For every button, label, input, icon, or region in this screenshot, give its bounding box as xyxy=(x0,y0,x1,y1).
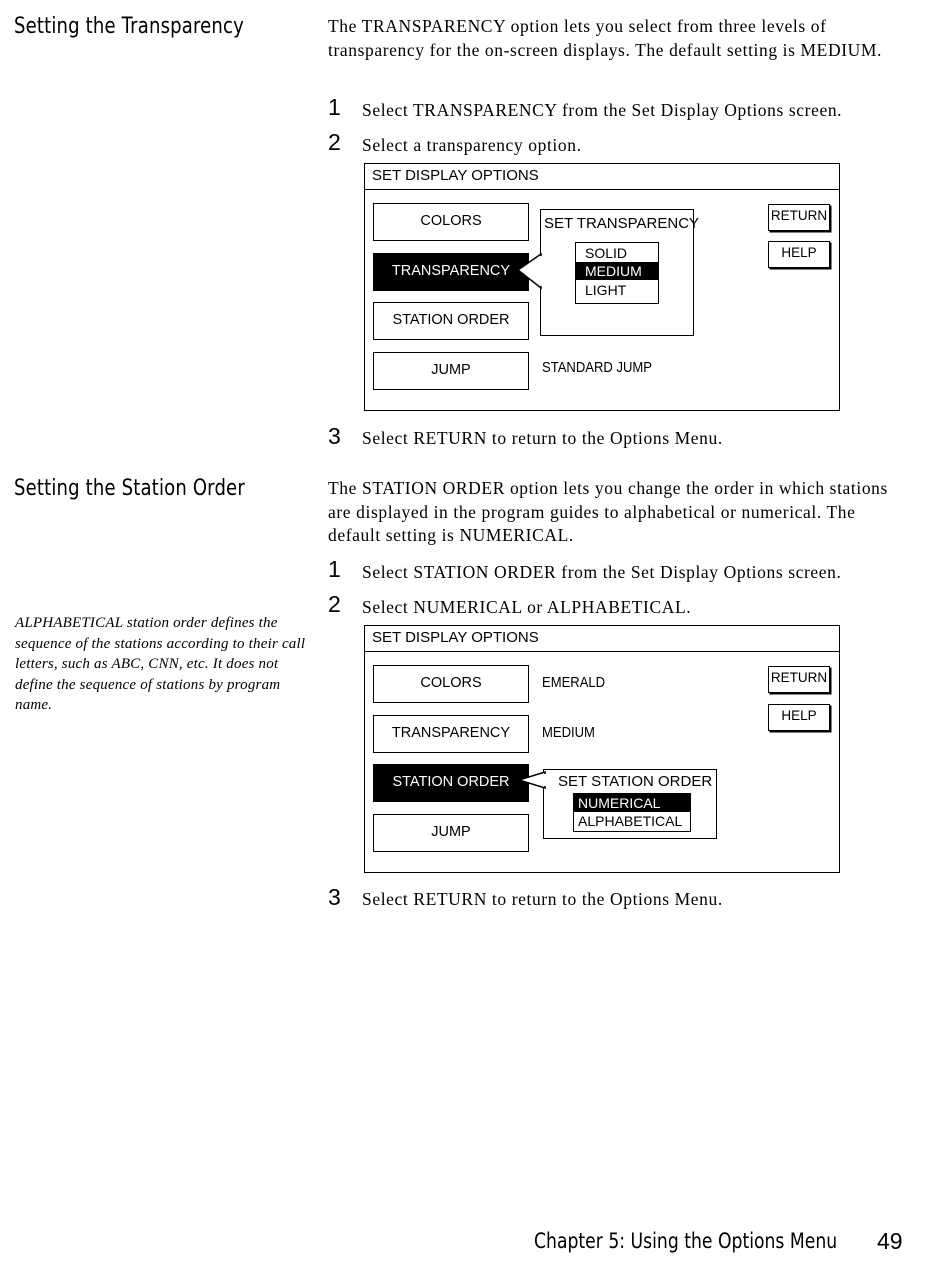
option-light[interactable]: LIGHT xyxy=(585,282,627,298)
help-button[interactable]: HELP xyxy=(768,704,830,731)
section-heading-station-order: Setting the Station Order xyxy=(14,476,245,501)
footer-chapter-title: Chapter 5: Using the Options Menu xyxy=(534,1229,838,1253)
step-text: Select TRANSPARENCY from the Set Display Options screen. xyxy=(362,100,843,120)
step-number: 3 xyxy=(328,884,341,910)
set-display-options-screen-station-order xyxy=(364,625,840,873)
colors-button[interactable]: COLORS xyxy=(373,665,529,703)
popup-pointer-icon xyxy=(517,770,547,792)
popup-pointer-icon xyxy=(515,252,543,292)
station-order-intro: The STATION ORDER option lets you change the order in which stations are displayed in the program guides to alphabetical or numerical. The default setting is NUMERICAL. xyxy=(328,478,888,545)
option-medium[interactable]: MEDIUM xyxy=(576,262,658,280)
transparency-button[interactable]: TRANSPARENCY xyxy=(373,715,529,753)
jump-button[interactable]: JUMP xyxy=(373,814,529,852)
transparency-option-list xyxy=(575,242,659,304)
jump-button[interactable]: JUMP xyxy=(373,352,529,390)
return-button[interactable]: RETURN xyxy=(768,666,830,693)
station-order-button[interactable]: STATION ORDER xyxy=(373,302,529,340)
return-button[interactable]: RETURN xyxy=(768,204,830,231)
step-text: Select a transparency option. xyxy=(362,135,582,155)
station-order-note: ALPHABETICAL station order defines the sequence of the stations according to their call letters, such as ABC, CNN, etc. It does not define the sequence of stations by program name. xyxy=(15,615,306,713)
step-text: Select STATION ORDER from the Set Display Options screen. xyxy=(362,562,842,582)
page-number: 49 xyxy=(877,1228,903,1254)
transparency-value: MEDIUM xyxy=(542,725,595,741)
help-button[interactable]: HELP xyxy=(768,241,830,268)
popup-title: SET STATION ORDER xyxy=(558,773,713,790)
colors-value: EMERALD xyxy=(542,675,606,691)
colors-button[interactable]: COLORS xyxy=(373,203,529,241)
option-numerical[interactable]: NUMERICAL xyxy=(574,794,690,812)
transparency-intro: The TRANSPARENCY option lets you select from three levels of transparency for the on-screen displays. The default setting is MEDIUM. xyxy=(328,16,883,60)
step-number: 1 xyxy=(328,94,341,120)
step-text: Select NUMERICAL or ALPHABETICAL. xyxy=(362,597,692,617)
step-text: Select RETURN to return to the Options Menu. xyxy=(362,889,723,909)
popup-title: SET TRANSPARENCY xyxy=(544,215,700,232)
step-number: 2 xyxy=(328,129,341,155)
jump-value: STANDARD JUMP xyxy=(542,360,652,376)
step-number: 2 xyxy=(328,591,341,617)
transparency-button[interactable]: TRANSPARENCY xyxy=(373,253,529,291)
step-number: 1 xyxy=(328,556,341,582)
screen-title: SET DISPLAY OPTIONS xyxy=(365,626,839,652)
set-station-order-popup xyxy=(543,769,717,839)
station-order-option-list xyxy=(573,793,691,832)
section-heading-transparency: Setting the Transparency xyxy=(14,14,244,39)
step-number: 3 xyxy=(328,423,341,449)
option-alphabetical[interactable]: ALPHABETICAL xyxy=(578,813,683,829)
station-order-button[interactable]: STATION ORDER xyxy=(373,764,529,802)
screen-title: SET DISPLAY OPTIONS xyxy=(365,164,839,190)
step-text: Select RETURN to return to the Options Menu. xyxy=(362,428,723,448)
set-transparency-popup xyxy=(540,209,700,336)
set-display-options-screen-transparency xyxy=(364,163,840,411)
option-solid[interactable]: SOLID xyxy=(585,245,628,261)
